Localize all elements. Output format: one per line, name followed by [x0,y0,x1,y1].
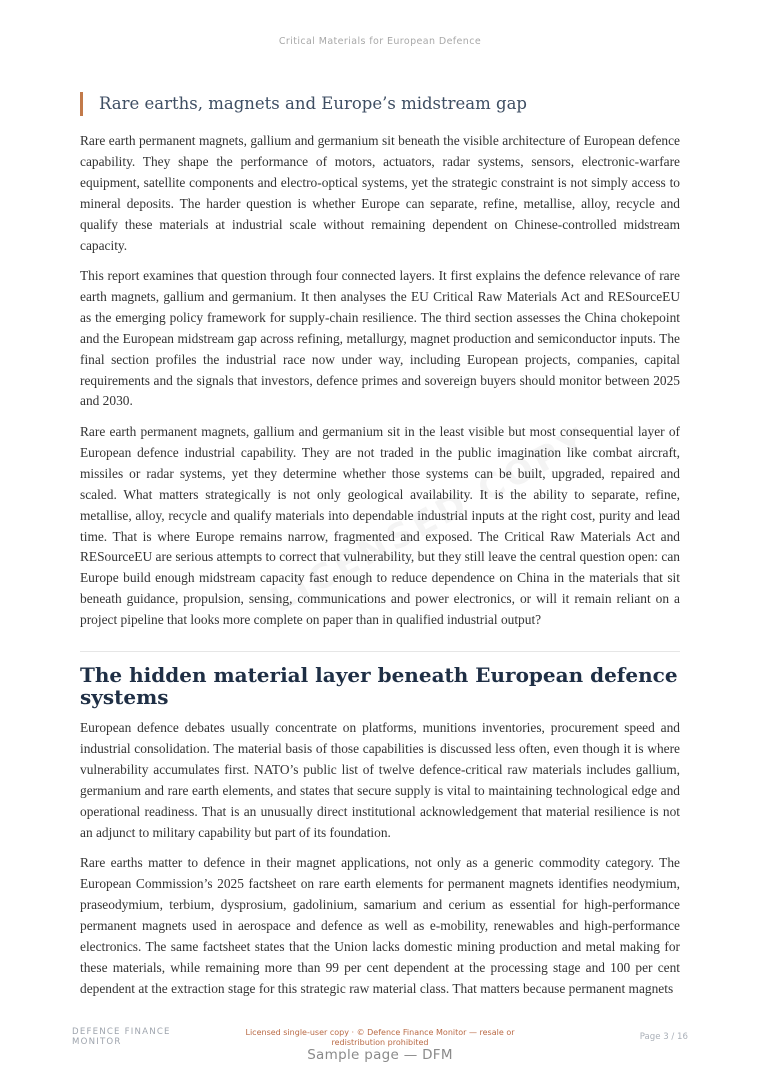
section-title: The hidden material layer beneath European defence systems [80,663,678,710]
footer-brand-line-1: DEFENCE FINANCE [72,1027,171,1037]
sample-page-label: Sample page — DFM [307,1047,453,1063]
intro-paragraph-1: Rare earth permanent magnets, gallium and germanium sit beneath the visible architecture of European defence capability. They shape the performance of motors, actuators, radar systems, sensors, electronic-warfare equipment, satellite components and electro-optical systems, yet the strategic constraint is not simply access to mineral deposits. The harder question is whether Europe can separate, refine, metallise, alloy, recycle and qualify these materials at industrial scale without remaining dependent on Chinese-controlled midstream capacity. [80,133,680,253]
footer-brand-line-2: MONITOR [72,1037,122,1047]
document-body [80,92,680,1009]
section-kicker: Rare earths, magnets and Europe’s midstream gap [80,92,680,116]
intro-paragraph-3: Rare earth permanent magnets, gallium and germanium sit in the least visible but most consequential layer of European defence industrial capability. They are not traded in the public imagination like combat aircraft, missiles or radar systems, yet they determine whether those systems can be built, upgraded, repaired and scaled. What matters strategically is not only geological availability. It is the ability to separate, refine, metallise, alloy, recycle and qualify materials into dependable industrial inputs at the right cost, purity and lead time. That is where Europe remains narrow, fragmented and exposed. The Critical Raw Materials Act and RESourceEU are serious attempts to correct that vulnerability, but they still leave the central question open: can Europe build enough midstream capacity fast enough to reduce dependence on China in the materials that sit beneath guidance, propulsion, sensing, communications and power electronics, or will it remain reliant on a project pipeline that looks more complete on paper than in qualified industrial output? [80,423,680,628]
section-paragraph-2: Rare earths matter to defence in their magnet applications, not only as a generic commodity category. The European Commission’s 2025 factsheet on rare earth elements for permanent magnets identifies neodymium, praseodymium, terbium, dysprosium, gadolinium, samarium and cerium as essential for high-performance permanent magnets used in aerospace and defence as well as e-mobility, renewables and high-performance electronics. The same factsheet states that the Union lacks domestic mining production and metal making for these materials, while remaining more than 99 per cent dependent at the processing stage and 100 per cent dependent at the extraction stage for this strategic raw material class. That matters because permanent magnets [80,855,680,996]
section-divider [80,651,680,652]
footer-license-notice: Licensed single-user copy · © Defence Finance Monitor — resale or redistribution prohibited [245,1028,515,1047]
section-paragraph-1: European defence debates usually concentrate on platforms, munitions inventories, procurement speed and industrial consolidation. The material basis of those capabilities is discussed less often, even though it is where vulnerability accumulates first. NATO’s public list of twelve defence-critical raw materials includes gallium, germanium and rare earth elements, and states that secure supply is vital to maintaining technological edge and operational readiness. That is an unusually direct institutional acknowledgement that material resilience is not an adjunct to military capability but part of its foundation. [80,720,680,840]
intro-paragraph-2: This report examines that question through four connected layers. It first explains the defence relevance of rare earth magnets, gallium and germanium. It then analyses the EU Critical Raw Materials Act and RESourceEU as the emerging policy framework for supply-chain resilience. The third section assesses the China chokepoint and the European midstream gap across refining, metallurgy, magnet production and semiconductor inputs. The final section profiles the industrial race now under way, including European projects, companies, capital requirements and the signals that investors, defence primes and sovereign buyers should monitor between 2025 and 2030. [80,268,680,409]
page-number: Page 3 / 16 [639,1032,688,1042]
footer-brand [72,1027,212,1047]
running-header: Critical Materials for European Defence [278,36,482,47]
